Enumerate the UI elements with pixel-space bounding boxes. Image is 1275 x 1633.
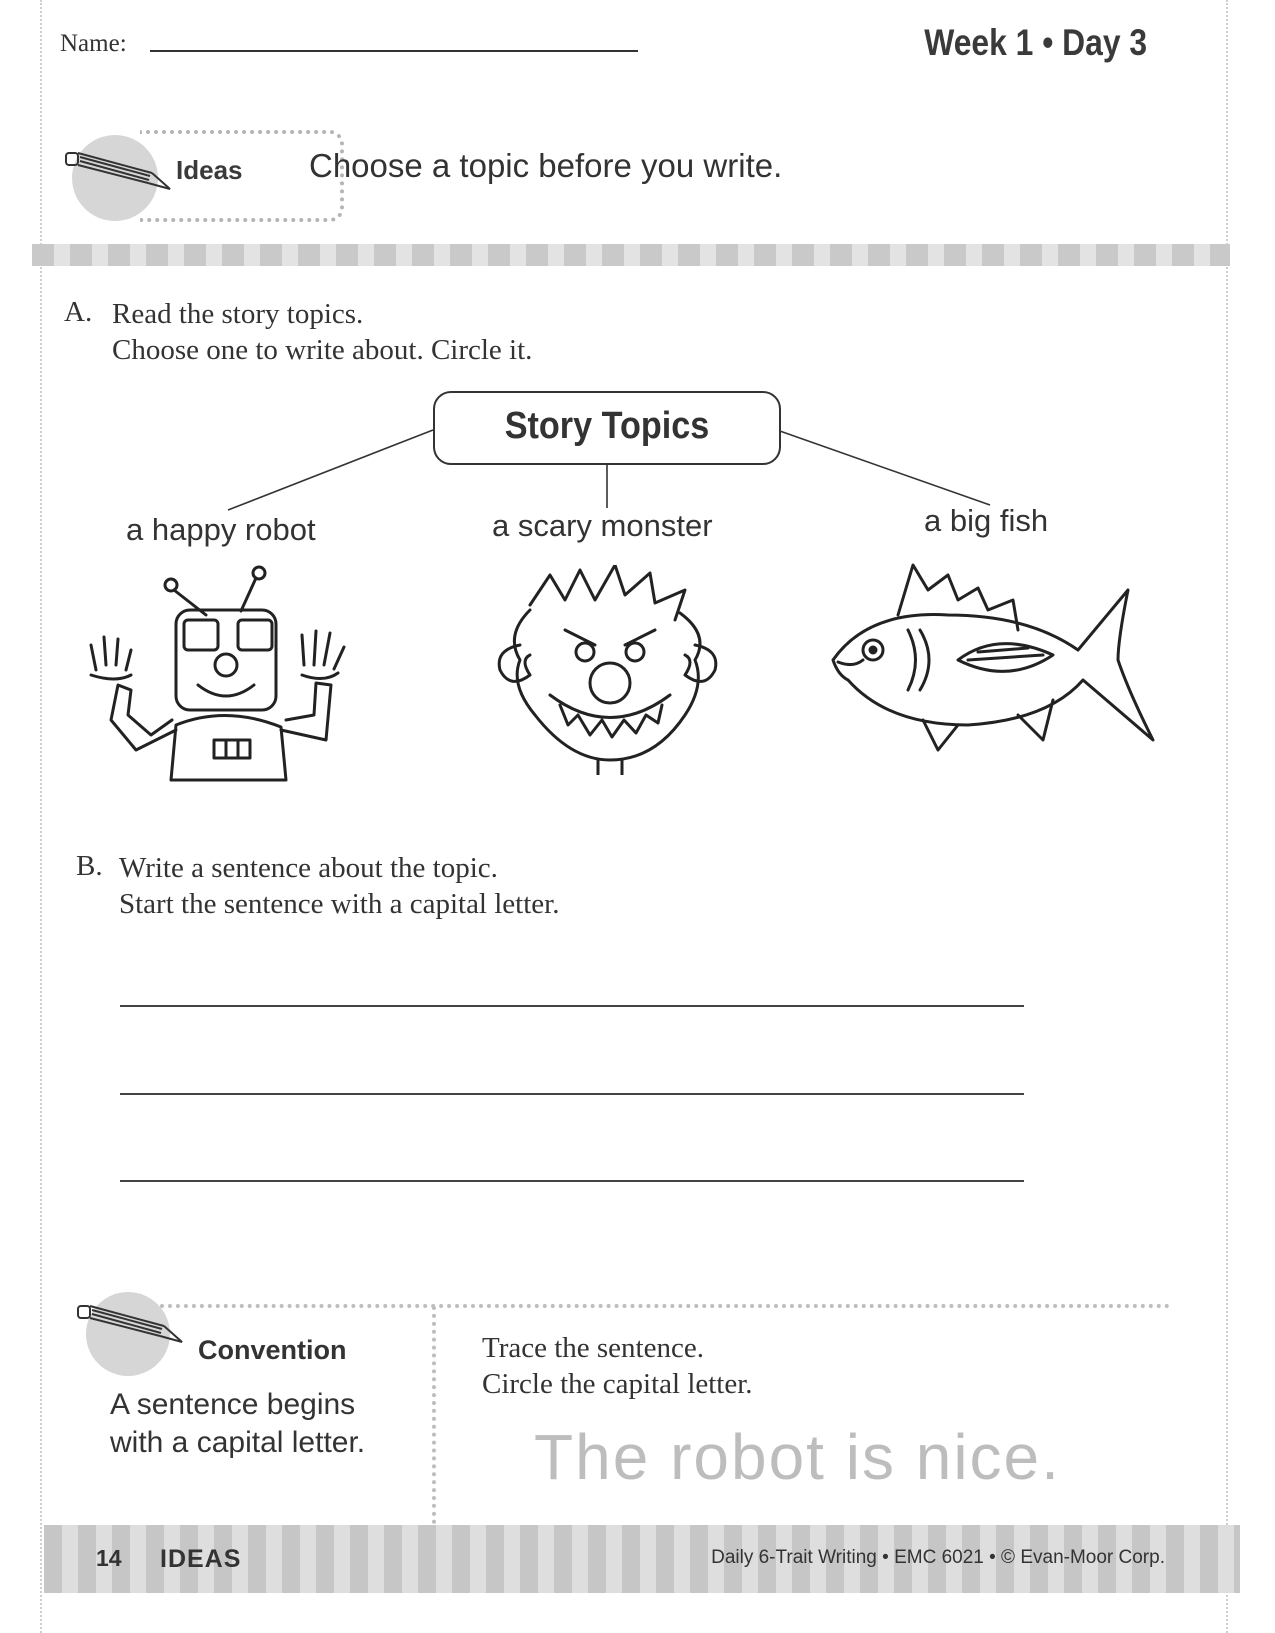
section-b-line2: Start the sentence with a capital letter.: [119, 888, 560, 920]
topic-fish-label[interactable]: a big fish: [924, 503, 1049, 538]
pencil-icon: [72, 1296, 192, 1356]
section-b-line1: Write a sentence about the topic.: [119, 852, 498, 884]
story-topics-title: Story Topics: [504, 405, 710, 447]
monster-icon[interactable]: [490, 565, 730, 775]
topic-robot-label[interactable]: a happy robot: [126, 512, 316, 547]
section-b-instruction: [119, 850, 559, 922]
convention-rule-line1: A sentence begins: [110, 1388, 356, 1421]
topic-monster-label[interactable]: a scary monster: [492, 508, 713, 543]
trace-sentence[interactable]: The robot is nice.: [534, 1421, 1061, 1493]
fish-icon[interactable]: [828, 560, 1158, 760]
footer-section-label: IDEAS: [160, 1545, 242, 1573]
footer-credit: Daily 6-Trait Writing • EMC 6021 • © Evan-Moor Corp.: [711, 1547, 1165, 1568]
writing-line-3[interactable]: [120, 1180, 1024, 1182]
page-number: 14: [96, 1545, 122, 1571]
name-label: Name:: [60, 30, 127, 57]
trace-instruction-line2: Circle the capital letter.: [482, 1368, 753, 1400]
writing-line-1[interactable]: [120, 1005, 1024, 1007]
ideas-badge-label: Ideas: [176, 155, 243, 185]
week-day-title: Week 1 • Day 3: [924, 22, 1147, 63]
trace-instruction: [482, 1330, 753, 1402]
section-a-line2: Choose one to write about. Circle it.: [112, 334, 533, 366]
robot-icon[interactable]: [76, 565, 366, 785]
convention-dotted-border: [160, 1304, 1170, 1308]
section-a-letter: A.: [64, 296, 93, 328]
trace-instruction-line1: Trace the sentence.: [482, 1332, 704, 1364]
ideas-prompt: Choose a topic before you write.: [309, 147, 783, 184]
convention-rule-line2: with a capital letter.: [110, 1426, 366, 1459]
section-a-line1: Read the story topics.: [112, 298, 364, 330]
story-topics-box: [433, 391, 781, 465]
convention-rule: [110, 1386, 365, 1462]
convention-title: Convention: [198, 1335, 347, 1365]
convention-divider: [432, 1306, 436, 1524]
section-b-letter: B.: [76, 850, 103, 882]
writing-line-2[interactable]: [120, 1093, 1024, 1095]
